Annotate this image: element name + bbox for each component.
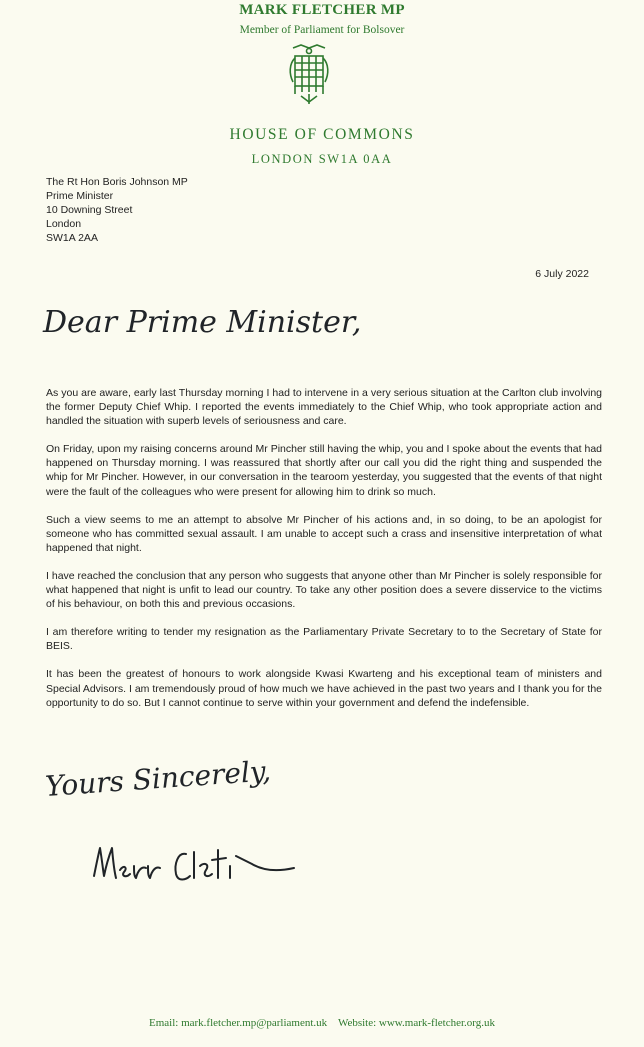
recipient-line: Prime Minister [46,190,114,202]
body-paragraph: I have reached the conclusion that any person who suggests that anyone other than Mr Pincher is solely responsible for what happened that night is unfit to lead our country. To take any other position does a severe disservice to the victims of his behaviour, on both this and previous occasions. [46,569,602,611]
body-paragraph: Such a view seems to me an attempt to absolve Mr Pincher of his actions and, in so doing, to be an apologist for someone who has committed sexual assault. I am unable to accept such a crass and insensitive interpretation of what happened that night. [46,513,602,554]
mp-name: MARK FLETCHER MP [239,2,405,18]
signature [90,836,300,898]
website-link[interactable]: www.mark-fletcher.org.uk [378,1017,495,1029]
recipient-address [46,175,188,245]
handwritten-salutation [40,292,362,354]
letter-body [46,386,602,710]
recipient-line: London [46,218,82,230]
recipient-line: The Rt Hon Boris Johnson MP [46,176,188,188]
mp-constituency: Member of Parliament for Bolsover [239,24,405,36]
house-of-commons-heading: HOUSE OF COMMONS [229,126,415,143]
body-paragraph: I am therefore writing to tender my resignation as the Parliamentary Private Secretary to to the Secretary of State for BEIS. [46,626,602,653]
letter-date: 6 July 2022 [535,268,589,280]
letterhead-address: LONDON SW1A 0AA [251,152,393,166]
recipient-line: SW1A 2AA [46,232,98,244]
letter-footer [0,1017,644,1029]
body-paragraph: On Friday, upon my raising concerns around Mr Pincher still having the whip, you and I spoke about the events that had happened on Thursday morning. I was reassured that shortly after our call you did the right thing and suspended the whip for Mr Pincher. However, in our conversation in the tearoom yesterday, you suggested that the events of that night were the fault of the colleagues who were present for allowing him to drink so much. [46,443,602,498]
body-paragraph: It has been the greatest of honours to work alongside Kwasi Kwarteng and his exceptional team of ministers and Special Advisors. I am tremendously proud of how much we have achieved in the past two years and I thank you for the opportunity to do so. But I cannot continue to serve within your government and defend the indefensible. [46,668,602,709]
website-label: Website: [337,1017,377,1029]
recipient-line: 10 Downing Street [46,204,133,216]
closing-text: Yours Sincerely, [44,754,272,803]
body-paragraph: As you are aware, early last Thursday morning I had to intervene in a very serious situation at the Carlton club involving the former Deputy Chief Whip. I reported the events immediately to the Chief Whip, who took appropriate action and handled the situation with superb levels of seriousness and care. [46,387,602,428]
email-label: Email: [149,1017,179,1029]
salutation-text: Dear Prime Minister, [43,305,362,340]
handwritten-closing [40,752,272,824]
portcullis-icon [289,44,329,106]
email-address[interactable]: mark.fletcher.mp@parliament.uk [181,1017,328,1029]
